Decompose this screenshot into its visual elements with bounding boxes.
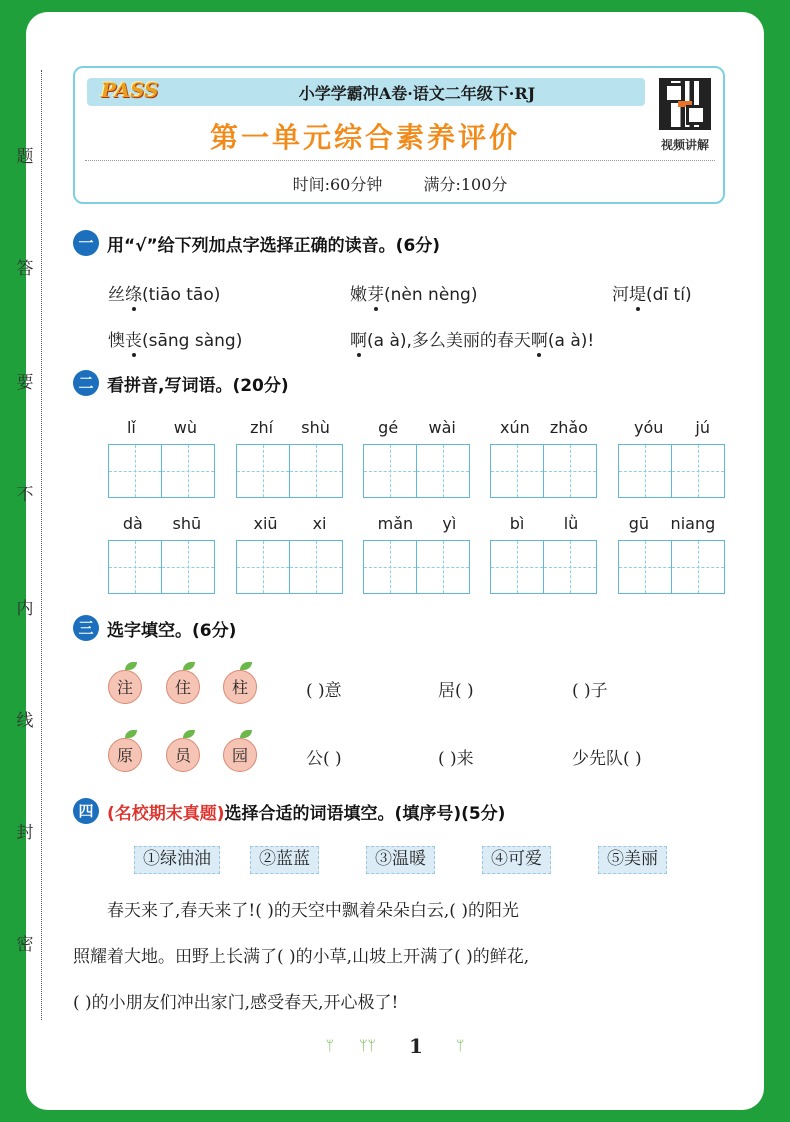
- fill-blank[interactable]: ( )意: [306, 681, 342, 701]
- peach-char-option: 员: [166, 738, 200, 772]
- sprout-icon: ᛘ: [325, 1038, 334, 1054]
- title-banner: [87, 78, 645, 106]
- peach-char-option: 园: [223, 738, 257, 772]
- pinyin-label: mǎn yì: [377, 514, 457, 533]
- pinyin-choice-4[interactable]: 懊丧(sāng sàng): [108, 331, 243, 351]
- pinyin-label: yóu jú: [634, 418, 710, 437]
- passage-line-3[interactable]: ( )的小朋友们冲出家门,感受春天,开心极了!: [73, 993, 399, 1013]
- sprout-icon: ᛘ: [456, 1038, 465, 1054]
- section-title: (名校期末真题)选择合适的词语填空。(填序号)(5分): [107, 803, 506, 824]
- tian-zi-ge-box[interactable]: [289, 540, 343, 594]
- binding-dotted-line: [41, 70, 42, 1020]
- tian-zi-ge-box[interactable]: [490, 540, 544, 594]
- word-option: ⑤美丽: [598, 846, 667, 874]
- pinyin-label: xiū xi: [253, 514, 327, 533]
- section-title: 看拼音,写词语。(20分): [107, 375, 289, 396]
- word-option: ①绿油油: [134, 846, 220, 874]
- tian-zi-ge-box[interactable]: [108, 444, 162, 498]
- tian-zi-ge-box[interactable]: [618, 540, 672, 594]
- page-footer: [0, 1034, 790, 1058]
- fill-blank[interactable]: 公( ): [306, 749, 342, 769]
- tian-zi-ge-box[interactable]: [161, 540, 215, 594]
- qr-caption: 视频讲解: [660, 138, 709, 152]
- binding-margin: [14, 70, 44, 1030]
- tian-zi-ge-box[interactable]: [618, 444, 672, 498]
- margin-char: 不: [16, 485, 34, 505]
- tian-zi-ge-box[interactable]: [416, 444, 470, 498]
- book-title: 小学学霸冲A卷·语文二年级下·RJ: [298, 84, 536, 103]
- section-number: 一: [73, 230, 99, 256]
- tian-zi-ge-box[interactable]: [671, 444, 725, 498]
- fill-blank[interactable]: ( )子: [572, 681, 608, 701]
- section-1-header: [73, 230, 440, 256]
- pass-logo: PASS: [101, 78, 159, 102]
- tian-zi-ge-box[interactable]: [543, 444, 597, 498]
- word-option: ③温暖: [366, 846, 435, 874]
- exam-source-tag: (名校期末真题): [107, 803, 225, 824]
- pinyin-choice-3[interactable]: 河堤(dī tí): [612, 285, 692, 305]
- margin-char: 封: [16, 823, 34, 843]
- tian-zi-ge-box[interactable]: [363, 444, 417, 498]
- margin-char: 答: [16, 259, 34, 279]
- margin-char: 题: [16, 147, 34, 167]
- pinyin-choice-2[interactable]: 嫩芽(nèn nèng): [350, 285, 478, 305]
- tian-zi-ge-box[interactable]: [108, 540, 162, 594]
- header-box: [73, 66, 725, 204]
- page-number: 1: [408, 1034, 423, 1058]
- tian-zi-ge-box[interactable]: [289, 444, 343, 498]
- section-4-header: [73, 798, 505, 824]
- pinyin-label: zhí shù: [250, 418, 330, 437]
- margin-char: 线: [16, 711, 34, 731]
- section-3-header: [73, 615, 236, 641]
- passage-line-1[interactable]: 春天来了,春天来了!( )的天空中飘着朵朵白云,( )的阳光: [107, 901, 519, 921]
- margin-char: 内: [16, 599, 34, 619]
- fill-blank[interactable]: ( )来: [438, 749, 474, 769]
- margin-char: 要: [16, 373, 34, 393]
- peach-char-option: 原: [108, 738, 142, 772]
- margin-char: 密: [16, 935, 34, 955]
- pinyin-label: gé wài: [378, 418, 456, 437]
- section-number: 二: [73, 370, 99, 396]
- section-title: 用“√”给下列加点字选择正确的读音。(6分): [107, 235, 441, 256]
- tian-zi-ge-box[interactable]: [490, 444, 544, 498]
- section-title: 选字填空。(6分): [107, 620, 237, 641]
- fill-blank[interactable]: 居( ): [438, 681, 474, 701]
- fill-blank[interactable]: 少先队( ): [572, 749, 642, 769]
- page-title: 第一单元综合素养评价: [209, 121, 520, 154]
- pinyin-choice-1[interactable]: 丝绦(tiāo tāo): [108, 285, 221, 305]
- section-2-header: [73, 370, 289, 396]
- tian-zi-ge-box[interactable]: [363, 540, 417, 594]
- sprout-icon: ᛘᛘ: [359, 1038, 376, 1054]
- pinyin-label: dà shū: [122, 514, 202, 533]
- peach-char-option: 柱: [223, 670, 257, 704]
- tian-zi-ge-box[interactable]: [671, 540, 725, 594]
- peach-char-option: 注: [108, 670, 142, 704]
- tian-zi-ge-box[interactable]: [236, 444, 290, 498]
- pinyin-choice-5[interactable]: 啊(a à),多么美丽的春天啊(a à)!: [350, 331, 595, 351]
- full-score: 满分:100分: [423, 175, 508, 194]
- tian-zi-ge-box[interactable]: [416, 540, 470, 594]
- word-option: ④可爱: [482, 846, 551, 874]
- pinyin-label: xún zhǎo: [500, 418, 588, 437]
- tian-zi-ge-box[interactable]: [236, 540, 290, 594]
- time-limit: 时间:60分钟: [292, 175, 383, 194]
- section-number: 四: [73, 798, 99, 824]
- section-number: 三: [73, 615, 99, 641]
- tian-zi-ge-box[interactable]: [161, 444, 215, 498]
- peach-char-option: 住: [166, 670, 200, 704]
- tian-zi-ge-box[interactable]: [543, 540, 597, 594]
- divider: [85, 160, 715, 161]
- passage-line-2[interactable]: 照耀着大地。田野上长满了( )的小草,山坡上开满了( )的鲜花,: [73, 947, 530, 967]
- word-option: ②蓝蓝: [250, 846, 319, 874]
- pinyin-label: lǐ wù: [126, 418, 198, 437]
- exam-info: [75, 172, 725, 195]
- pinyin-label: gū niang: [628, 514, 716, 533]
- qr-code-icon[interactable]: [659, 78, 711, 130]
- pinyin-label: bì lǜ: [509, 514, 579, 533]
